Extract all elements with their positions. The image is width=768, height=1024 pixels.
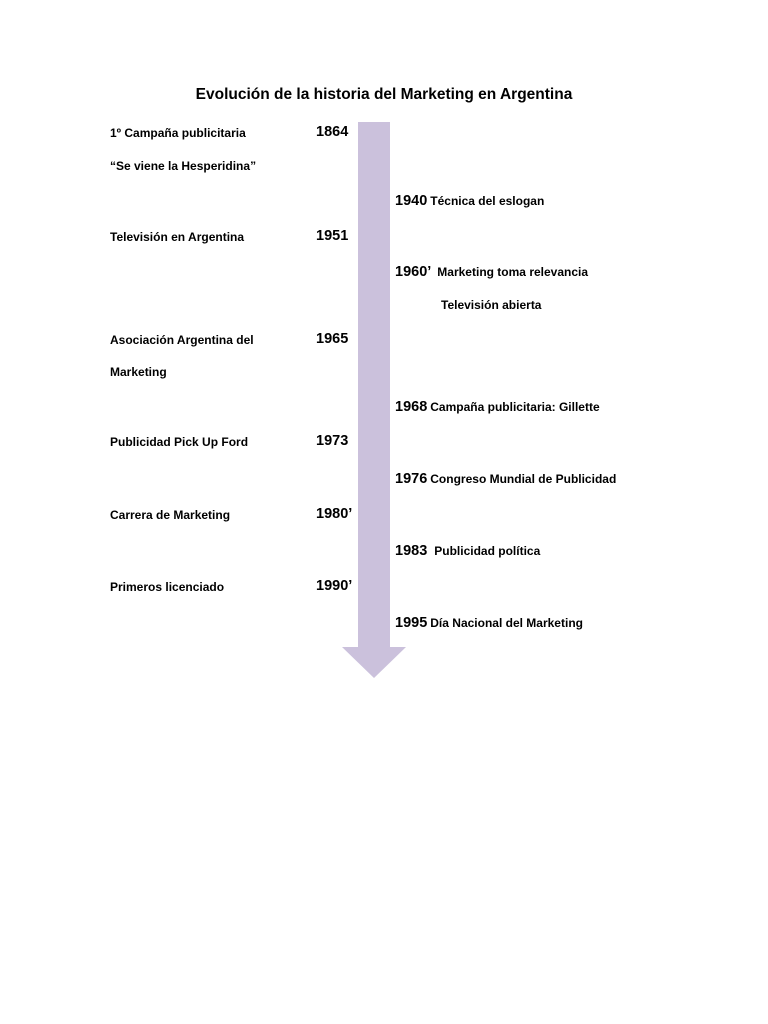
event-1976 [395,470,616,488]
event-1960-year: 1960’ [395,264,432,280]
event-1980-year: 1980’ [316,506,353,522]
event-1864-year: 1864 [316,124,349,140]
event-1951-year: 1951 [316,228,349,244]
event-1983-label: Publicidad política [434,544,541,558]
event-1973-label: Publicidad Pick Up Ford [110,435,249,449]
event-1864-label-line2: “Se viene la Hesperidina” [110,159,257,173]
event-1960-label-line2: Televisión abierta [441,298,542,312]
event-1995-year: 1995 [395,615,428,631]
event-1968 [395,398,600,416]
event-1976-label: Congreso Mundial de Publicidad [430,472,617,486]
event-1965-year: 1965 [316,331,349,347]
event-1990-label: Primeros licenciado [110,580,225,594]
event-1940 [395,192,544,210]
event-1940-label: Técnica del eslogan [430,194,545,208]
event-1960 [395,263,588,281]
event-1973-year: 1973 [316,433,349,449]
event-1968-label: Campaña publicitaria: Gillette [430,400,600,414]
event-1960-label: Marketing toma relevancia [437,265,589,279]
event-1968-year: 1968 [395,399,428,415]
event-1965-label-line2: Marketing [110,365,167,379]
event-1995-label: Día Nacional del Marketing [430,616,583,630]
event-1976-year: 1976 [395,471,428,487]
event-1940-year: 1940 [395,193,428,209]
event-1980-label: Carrera de Marketing [110,508,231,522]
event-1995 [395,614,583,632]
event-1990-year: 1990’ [316,578,353,594]
event-1983-year: 1983 [395,543,428,559]
event-1951-label: Televisión en Argentina [110,230,245,244]
event-1965-label: Asociación Argentina del [110,333,254,347]
event-1864-label: 1º Campaña publicitaria [110,126,246,140]
diagram-title: Evolución de la historia del Marketing en Argentina [195,86,573,103]
event-1983 [395,542,540,560]
